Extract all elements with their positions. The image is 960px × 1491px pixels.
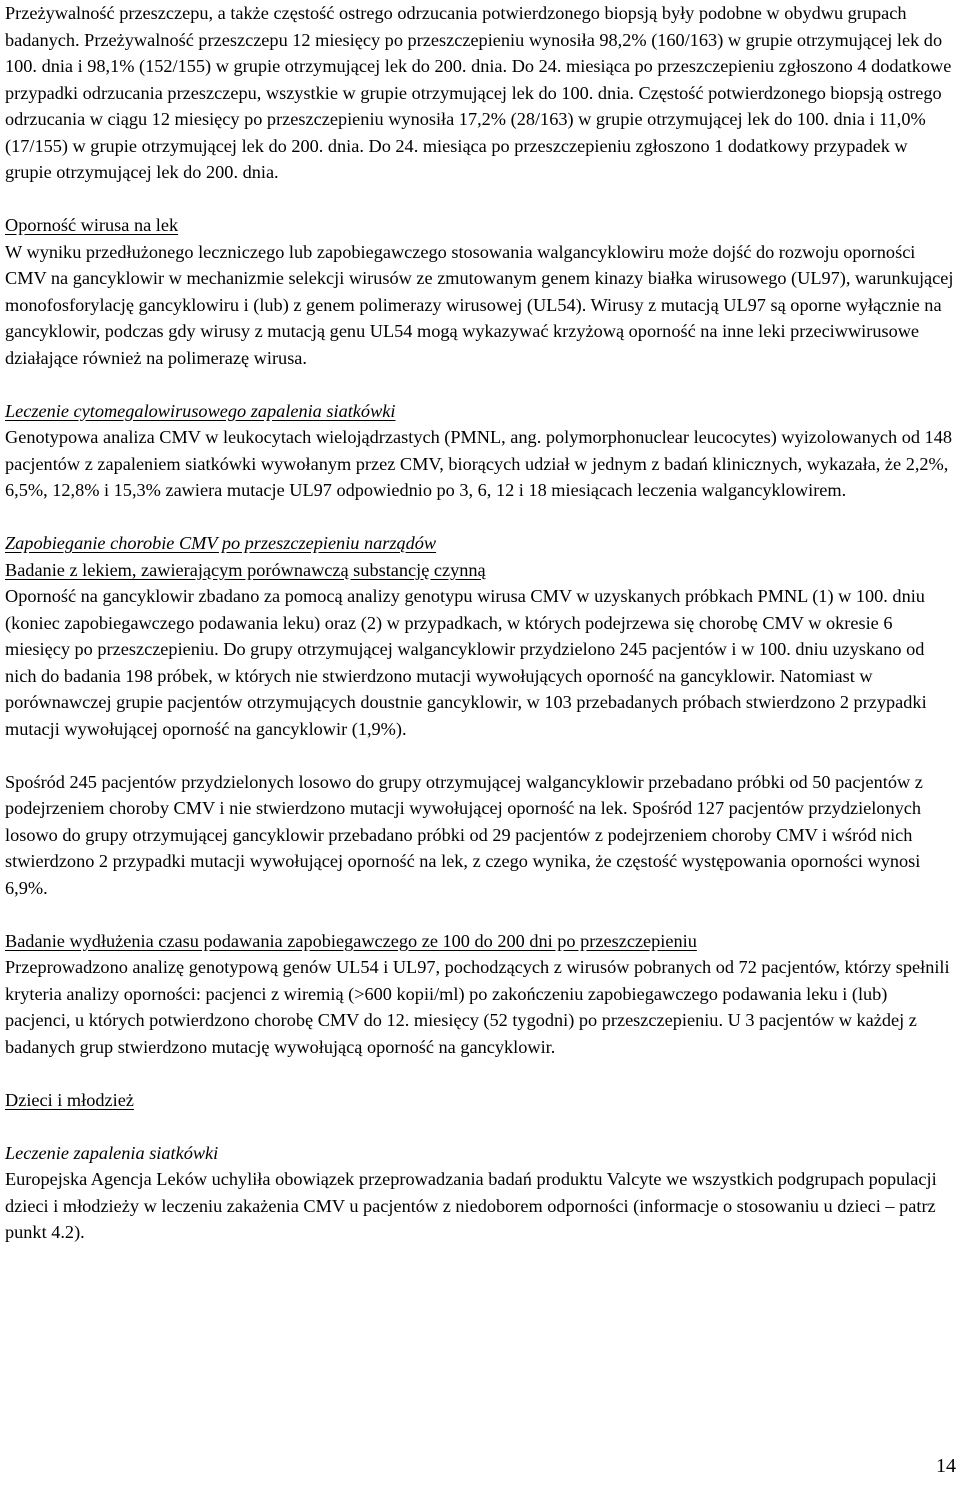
children-heading: Dzieci i młodzież	[5, 1089, 134, 1110]
prevention-paragraph-2: Spośród 245 pacjentów przydzielonych losowo do grupy otrzymującej walgancyklowir przebadano próbki od 50 pacjentów z podejrzeniem choroby CMV i nie stwierdzono mutacji wywołującej oporność na lek. Spośród 127 pacjentów przydzielonych losowo do grupy otrzymującej gancyklowir przebadano próbki od 29 pacjentów z podejrzeniem choroby CMV i wśród nich stwierdzono 2 przypadki mutacji wywołującej oporność na lek, z czego wynika, że częstość występowania oporności wynosi 6,9%.	[5, 771, 923, 898]
children-subheading: Leczenie zapalenia siatkówki	[5, 1142, 219, 1163]
survival-paragraph: Przeżywalność przeszczepu, a także częstość ostrego odrzucania potwierdzonego biopsją były podobne w obydwu grupach badanych. Przeżywalność przeszczepu 12 miesięcy po przeszczepieniu wynosiła 98,2% (160/163) w grupie otrzymującej lek do 100. dnia i 98,1% (152/155) w grupie otrzymującej lek do 200. dnia. Do 24. miesiąca po przeszczepieniu zgłoszono 4 dodatkowe przypadki odrzucania przeszczepu, wszystkie w grupie otrzymującej lek do 100. dnia. Częstość potwierdzonego biopsją ostrego odrzucania w ciągu 12 miesięcy po przeszczepieniu wynosiła 17,2% (28/163) w grupie otrzymującej lek do 100. dnia i 11,0% (17/155) w grupie otrzymującej lek do 200. dnia. Do 24. miesiąca po przeszczepieniu zgłoszono 1 dodatkowy przypadek w grupie otrzymującej lek do 200. dnia.	[5, 3, 952, 182]
resistance-paragraph: W wyniku przedłużonego leczniczego lub zapobiegawczego stosowania walgancyklowiru może dojść do rozwoju oporności CMV na gancyklowir w mechanizmie selekcji wirusów ze zmutowanym genem kinazy białka wirusowego (UL97), warunkującej monofosforylację gancyklowiru i (lub) z genem polimerazy wirusowej (UL54). Wirusy z mutacją UL97 są oporne wyłącznie na gancyklowir, podczas gdy wirusy z mutacją genu UL54 mogą wykazywać krzyżową oporność na inne leki przeciwwirusowe działające również na polimerazę wirusa.	[5, 241, 954, 368]
spacer	[5, 504, 957, 531]
spacer	[5, 371, 957, 398]
prevention-heading: Zapobieganie chorobie CMV po przeszczepieniu narządów	[5, 533, 437, 553]
spacer	[5, 901, 957, 928]
page-number: 14	[936, 1455, 956, 1477]
spacer	[5, 1113, 957, 1140]
prevention-paragraph-1: Oporność na gancyklowir zbadano za pomocą analizy genotypu wirusa CMV w uzyskanych próbkach PMNL (1) w 100. dniu (koniec zapobiegawczego podawania leku) oraz (2) w przypadkach, w których podejrzewa się chorobę CMV w okresie 6 miesięcy po przeszczepieniu. Do grupy otrzymującej walgancyklowir przydzielono 245 pacjentów i w 100. dniu uzyskano od nich do badania 198 próbek, w których nie stwierdzono mutacji wywołujących oporność na gancyklowir. Natomiast w porównawczej grupie pacjentów otrzymujących doustnie gancyklowir, w 103 przebadanych próbach stwierdzono 2 przypadki mutacji wywołującej oporność na gancyklowir (1,9%).	[5, 586, 927, 739]
retinitis-treatment-heading: Leczenie cytomegalowirusowego zapalenia siatkówki	[5, 400, 396, 421]
children-paragraph: Europejska Agencja Leków uchyliła obowiązek przeprowadzania badań produktu Valcyte we wszystkich podgrupach populacji dzieci i młodzieży w leczeniu zakażenia CMV u pacjentów z niedoborem odporności (informacje o stosowaniu u dzieci – patrz punkt 4.2).	[5, 1169, 937, 1242]
extension-study-heading: Badanie wydłużenia czasu podawania zapobiegawczego ze 100 do 200 dni po przeszczepieniu	[5, 930, 697, 951]
retinitis-treatment-paragraph: Genotypowa analiza CMV w leukocytach wielojądrzastych (PMNL, ang. polymorphonuclear leucocytes) wyizolowanych od 148 pacjentów z zapaleniem siatkówki wywołanym przez CMV, biorących udział w jednym z badań klinicznych, wykazała, że 2,2%, 6,5%, 12,8% i 15,3% zawiera mutacje UL97 odpowiednio po 3, 6, 12 i 18 miesiącach leczenia walgancyklowirem.	[5, 427, 952, 500]
spacer	[5, 1060, 957, 1087]
resistance-heading: Oporność wirusa na lek	[5, 215, 179, 235]
spacer	[5, 186, 957, 213]
spacer	[5, 742, 957, 769]
document-page	[5, 0, 957, 1246]
extension-study-paragraph: Przeprowadzono analizę genotypową genów UL54 i UL97, pochodzących z wirusów pobranych od 72 pacjentów, którzy spełnili kryteria analizy oporności: pacjenci z wiremią (>600 kopii/ml) po zakończeniu zapobiegawczego podawania leku i (lub) pacjenci, u których potwierdzono chorobę CMV do 12. miesięcy (52 tygodni) po przeszczepieniu. U 3 pacjentów w każdej z badanych grup stwierdzono mutację wywołującą oporność na gancyklowir.	[5, 957, 950, 1057]
prevention-subheading: Badanie z lekiem, zawierającym porównawczą substancję czynną	[5, 559, 486, 580]
